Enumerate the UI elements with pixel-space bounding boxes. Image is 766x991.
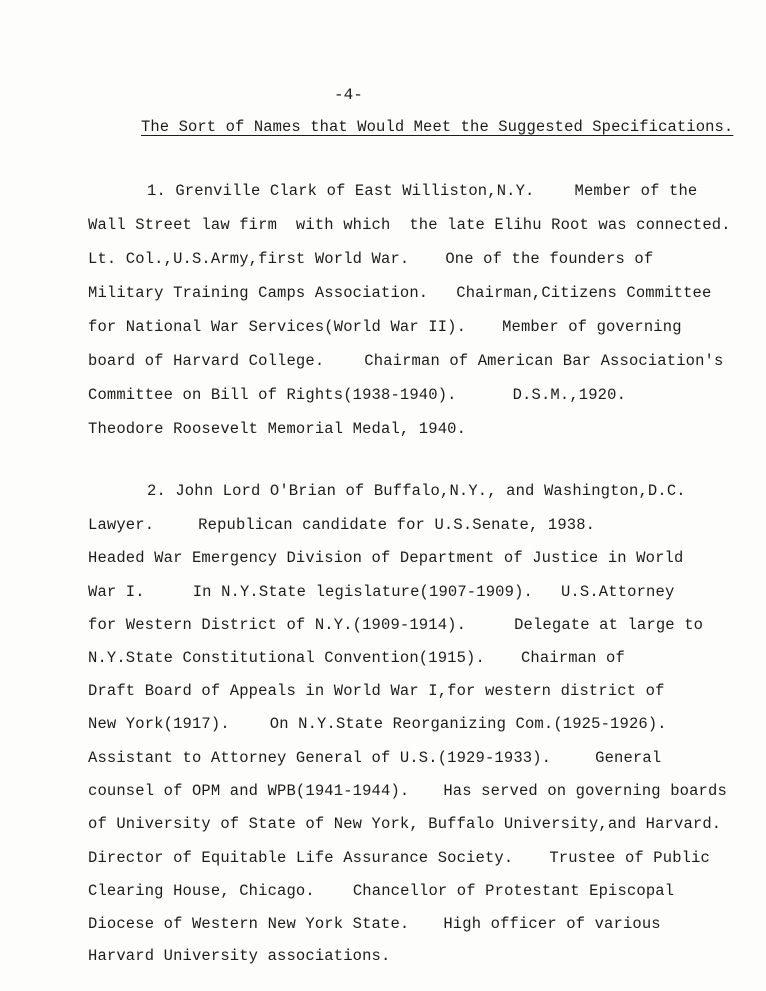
page-number: -4- [334,86,363,104]
text-segment: Harvard University associations. [88,947,391,965]
text-segment: 1. Grenville Clark of East Williston,N.Y. [147,182,535,200]
text-segment: Military Training Camps Association. [88,284,429,302]
text-segment: counsel of OPM and WPB(1941-1944). [88,782,410,800]
entry-2-line-3 [88,549,683,567]
entry-2-line-1 [147,482,686,500]
text-segment: Theodore Roosevelt Memorial Medal, 1940. [88,420,467,438]
text-segment: Committee on Bill of Rights(1938-1940). [88,386,457,404]
entry-1-line-2 [88,216,731,234]
text-segment: Director of Equitable Life Assurance Society. [88,849,514,867]
text-segment: Chairman of American Bar Association's [364,352,724,370]
text-segment: Lawyer. [88,516,155,534]
entry-2-line-14 [88,915,661,933]
text-segment: for Western District of N.Y.(1909-1914). [88,616,467,634]
text-segment: Wall Street law firm with which the late Elihu Root was connected. [88,216,731,234]
text-segment: Lt. Col.,U.S.Army,first World War. [88,250,410,268]
text-segment: Chairman of [520,649,625,667]
entry-1-line-7 [88,386,626,404]
entry-2-line-5 [88,616,703,634]
text-segment: General [595,749,662,767]
text-segment: Republican candidate for U.S.Senate, 1938. [198,516,596,534]
text-segment: High officer of various [443,915,661,933]
text-segment: of University of State of New York, Buffalo University,and Harvard. [88,815,722,833]
text-segment: Clearing House, Chicago. [88,882,315,900]
entry-1-line-5 [88,318,682,336]
text-segment: Member of the [574,182,698,200]
entry-2-line-10 [88,782,727,800]
entry-2-line-8 [88,715,667,733]
entry-2-line-15 [88,947,390,965]
text-segment: On N.Y.State Reorganizing Com.(1925-1926). [269,715,667,733]
text-segment: board of Harvard College. [88,352,325,370]
text-segment: Chairman,Citizens Committee [456,284,712,302]
entry-2-line-12 [88,849,710,867]
text-segment: Delegate at large to [514,616,704,634]
entry-2-line-11 [88,815,721,833]
entry-2-line-6 [88,649,625,667]
text-segment: Trustee of Public [549,849,711,867]
text-segment: Has served on governing boards [443,782,727,800]
entry-2-line-4 [88,583,674,601]
text-segment: Diocese of Western New York State. [88,915,410,933]
text-segment: New York(1917). [88,715,230,733]
text-segment: Assistant to Attorney General of U.S.(1929-1933). [88,749,552,767]
section-heading: The Sort of Names that Would Meet the Suggested Specifications. [141,118,734,136]
text-segment: D.S.M.,1920. [512,386,627,404]
entry-2-line-2 [88,516,595,534]
entry-2-line-13 [88,882,674,900]
text-segment: 2. John Lord O'Brian of Buffalo,N.Y., and Washington,D.C. [147,482,686,500]
text-segment: Chancellor of Protestant Episcopal [352,882,675,900]
text-segment: for National War Services(World War II). [88,318,467,336]
entry-1-line-4 [88,284,711,302]
entry-1-line-1 [147,182,697,200]
text-segment: U.S.Attorney [560,583,675,601]
text-segment: Draft Board of Appeals in World War I,for western district of [88,682,665,700]
text-segment: Headed War Emergency Division of Department of Justice in World [88,549,684,567]
text-segment: N.Y.State Constitutional Convention(1915). [88,649,485,667]
entry-2-line-7 [88,682,665,700]
entry-2-line-9 [88,749,661,767]
text-segment: Member of governing [502,318,682,336]
text-segment: In N.Y.State legislature(1907-1909). [192,583,533,601]
entry-1-line-8 [88,420,466,438]
entry-1-line-3 [88,250,653,268]
entry-1-line-6 [88,352,723,370]
text-segment: War I. [88,583,145,601]
text-segment: One of the founders of [445,250,654,268]
